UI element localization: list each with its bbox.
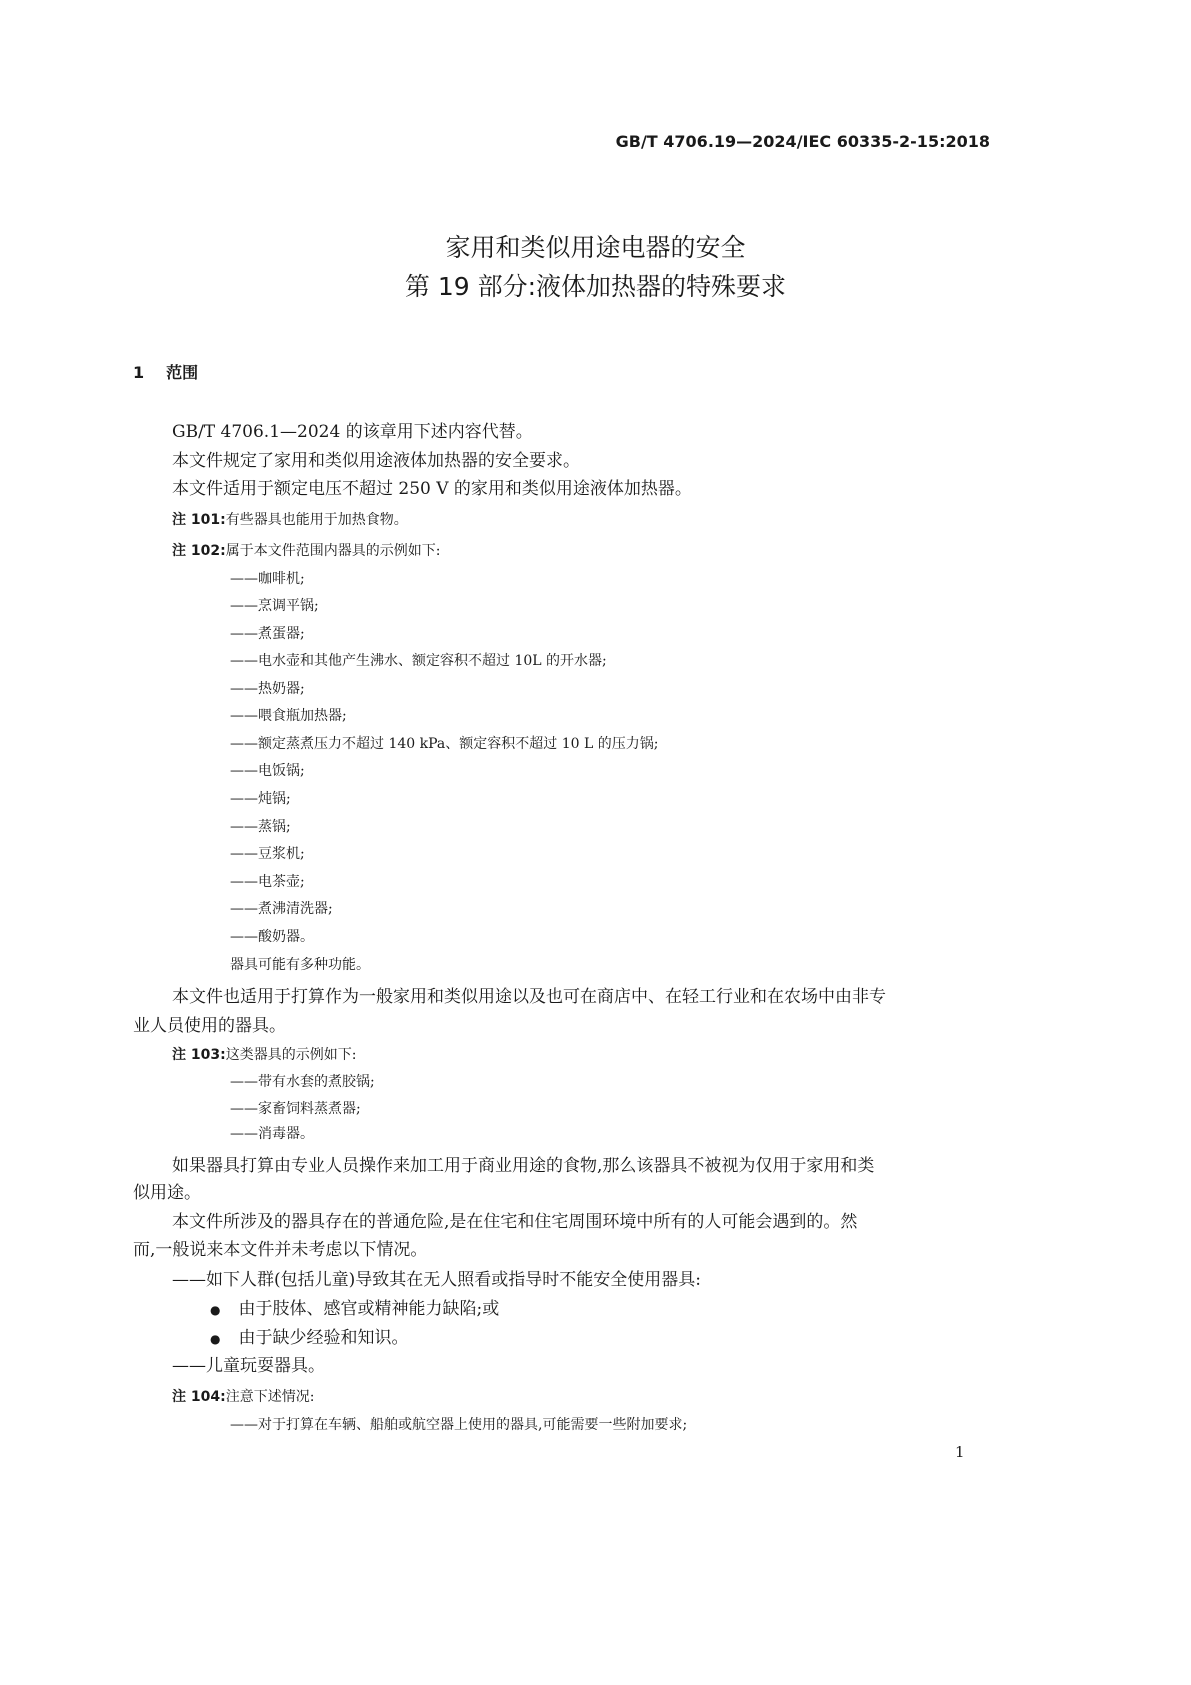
note xyxy=(172,510,408,530)
title-line-2: 第 19 部分:液体加热器的特殊要求 xyxy=(404,272,787,301)
title-line-1: 家用和类似用途电器的安全 xyxy=(445,233,746,262)
bullet-icon: ● xyxy=(210,1332,221,1346)
list-item: ——煮沸清洗器; xyxy=(230,901,333,917)
bullet-icon: ● xyxy=(210,1303,221,1317)
paragraph-line: 本文件所涉及的器具存在的普通危险,是在住宅和住宅周围环境中所有的人可能会遇到的。然 xyxy=(172,1212,858,1232)
list-item: ——酸奶器。 xyxy=(230,929,314,945)
list-item: ——电茶壶; xyxy=(230,874,305,890)
paragraph-line: 似用途。 xyxy=(133,1183,201,1203)
note-text: 注意下述情况: xyxy=(225,1389,315,1405)
paragraph-line: 如果器具打算由专业人员操作来加工用于商业用途的食物,那么该器具不被视为仅用于家用和类 xyxy=(172,1156,875,1176)
note-label: 注 103: xyxy=(172,1047,226,1063)
paragraph-line: 本文件规定了家用和类似用途液体加热器的安全要求。 xyxy=(172,451,580,471)
bullet-text: 由于缺少经验和知识。 xyxy=(238,1328,409,1348)
paragraph-line: 本文件也适用于打算作为一般家用和类似用途以及也可在商店中、在轻工行业和在农场中由非专 xyxy=(172,987,886,1007)
paragraph-line: 业人员使用的器具。 xyxy=(133,1016,286,1036)
list-item: ——家畜饲料蒸煮器; xyxy=(230,1101,361,1117)
section-heading xyxy=(133,360,220,383)
standard-number: GB/T 4706.19—2024/IEC 60335-2-15:2018 xyxy=(615,132,990,151)
note-label: 注 102: xyxy=(172,543,226,559)
list-item: ——热奶器; xyxy=(230,681,305,697)
note-text: 这类器具的示例如下: xyxy=(225,1047,357,1063)
list-item: ——带有水套的煮胶锅; xyxy=(230,1074,375,1090)
note-text: 有些器具也能用于加热食物。 xyxy=(225,512,408,528)
note xyxy=(172,1045,356,1065)
list-item: ——豆浆机; xyxy=(230,846,305,862)
note-label: 注 104: xyxy=(172,1389,226,1405)
list-item: ——喂食瓶加热器; xyxy=(230,708,347,724)
list-item: ——蒸锅; xyxy=(230,819,291,835)
paragraph-line: 而,一般说来本文件并未考虑以下情况。 xyxy=(133,1240,428,1260)
list-item: ——烹调平锅; xyxy=(230,598,319,614)
note-label: 注 101: xyxy=(172,512,226,528)
section-number: 1 xyxy=(133,363,145,382)
list-item: 器具可能有多种功能。 xyxy=(230,957,370,973)
paragraph-line: ——如下人群(包括儿童)导致其在无人照看或指导时不能安全使用器具: xyxy=(172,1270,701,1290)
list-item: ——炖锅; xyxy=(230,791,291,807)
paragraph-line: 本文件适用于额定电压不超过 250 V 的家用和类似用途液体加热器。 xyxy=(172,479,692,499)
paragraph-line: ——儿童玩耍器具。 xyxy=(172,1356,325,1376)
list-item: ——额定蒸煮压力不超过 140 kPa、额定容积不超过 10 L 的压力锅; xyxy=(230,736,659,752)
paragraph-line: GB/T 4706.1—2024 的该章用下述内容代替。 xyxy=(172,422,533,442)
bullet-text: 由于肢体、感官或精神能力缺陷;或 xyxy=(238,1299,500,1319)
note-text: 属于本文件范围内器具的示例如下: xyxy=(225,543,441,559)
list-item: ——煮蛋器; xyxy=(230,626,305,642)
list-item: ——电水壶和其他产生沸水、额定容积不超过 10L 的开水器; xyxy=(230,653,607,669)
bullet-item xyxy=(210,1298,499,1321)
list-item: ——咖啡机; xyxy=(230,571,305,587)
list-item: ——消毒器。 xyxy=(230,1126,314,1142)
page-number: 1 xyxy=(955,1443,965,1461)
list-item: ——对于打算在车辆、船舶或航空器上使用的器具,可能需要一些附加要求; xyxy=(230,1417,688,1433)
note xyxy=(172,1387,314,1407)
list-item: ——电饭锅; xyxy=(230,763,305,779)
section-title: 范围 xyxy=(166,363,199,382)
bullet-item xyxy=(210,1327,408,1350)
note xyxy=(172,541,440,561)
